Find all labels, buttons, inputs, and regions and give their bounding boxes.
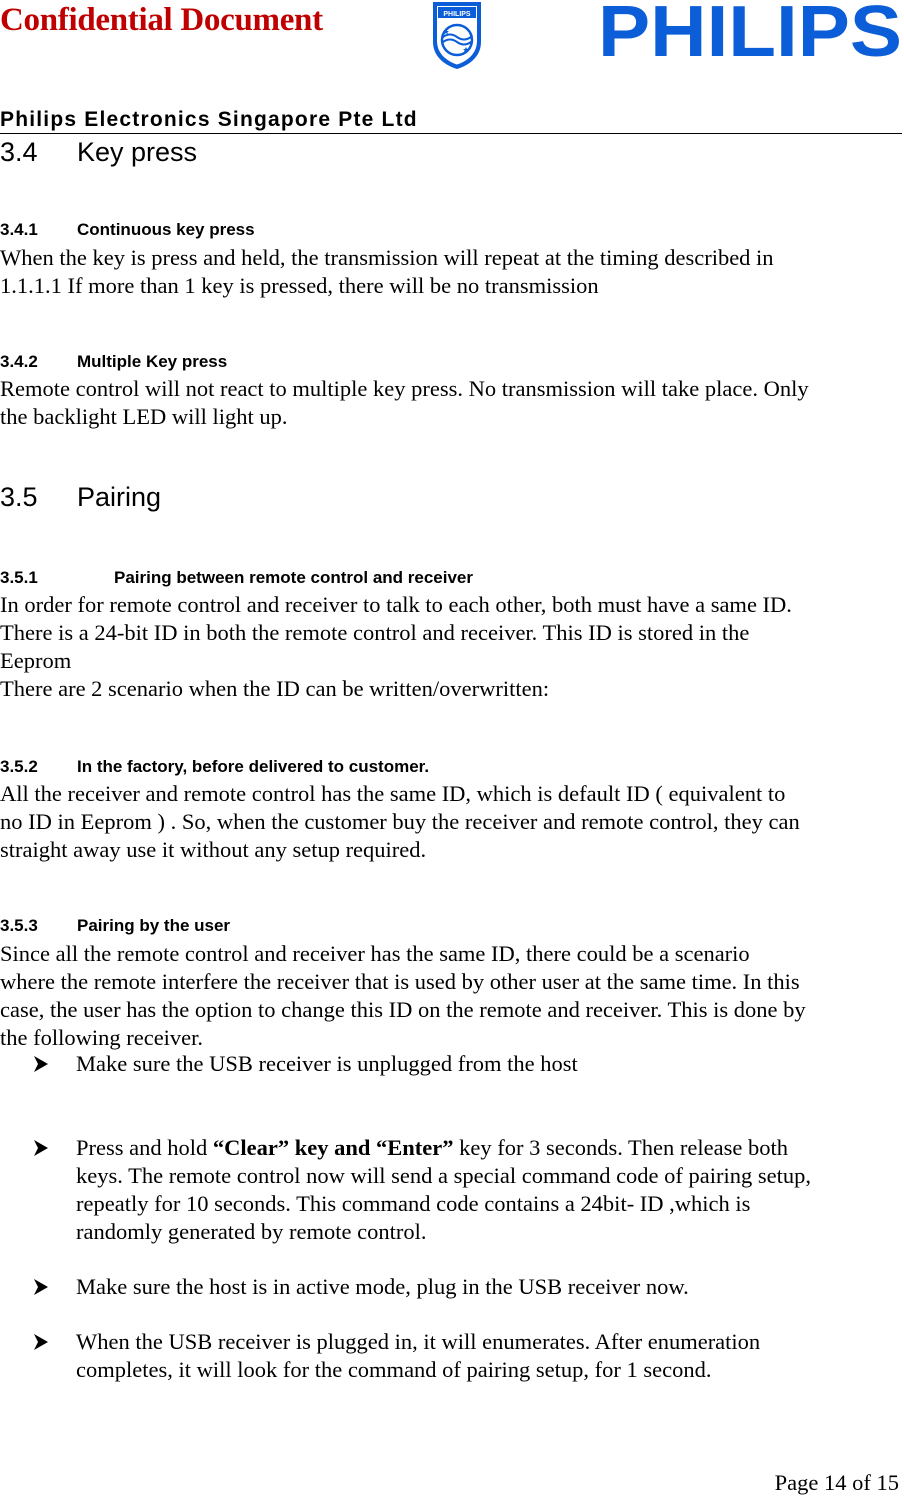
- confidential-label: Confidential Document: [0, 2, 323, 38]
- heading-3-5: 3.5 Pairing: [0, 482, 162, 512]
- philips-shield-logo: [431, 0, 483, 70]
- heading-3-5-2: 3.5.2 In the factory, before delivered to customer.: [0, 757, 430, 776]
- paragraph-continuous-key-press: When the key is press and held, the transmission will repeat at the timing described in 1.1.1.1 If more than 1 key is pressed, there will be no transmission: [0, 245, 774, 298]
- company-name: Philips Electronics Singapore Pte Ltd: [0, 108, 418, 131]
- paragraph-multiple-key-press: Remote control will not react to multiple key press. No transmission will take place. Only the backlight LED will light up.: [0, 376, 809, 429]
- paragraph-pairing-between: In order for remote control and receiver to talk to each other, both must have a same ID. There is a 24-bit ID in both the remote control and receiver. This ID is stored in the Eeprom There are 2 scenario when the ID can be written/overwritten:: [0, 592, 792, 701]
- header-rule: [0, 133, 902, 134]
- heading-3-4-1: 3.4.1 Continuous key press: [0, 220, 255, 239]
- paragraph-pairing-by-user: Since all the remote control and receiver has the same ID, there could be a scenario where the remote interfere the receiver that is used by other user at the same time. In this case, the user has the option to change this ID on the remote and receiver. This is done by the following receiver.: [0, 941, 806, 1050]
- shield-text: PHILIPS: [443, 11, 471, 18]
- heading-3-5-3: 3.5.3 Pairing by the user: [0, 916, 231, 935]
- heading-3-5-1: 3.5.1 Pairing between remote control and receiver: [0, 568, 474, 587]
- arrow-bullet-icon: [31, 1273, 51, 1301]
- wordmark-text: PHILIPS: [598, 0, 902, 62]
- arrow-bullet-icon: [31, 1050, 51, 1078]
- arrow-bullet-icon: [31, 1328, 51, 1356]
- heading-3-4-2: 3.4.2 Multiple Key press: [0, 352, 228, 371]
- philips-wordmark-logo: [597, 0, 903, 62]
- heading-3-4: 3.4 Key press: [0, 137, 198, 167]
- paragraph-in-factory: All the receiver and remote control has the same ID, which is default ID ( equivalent to no ID in Eeprom ) . So, when the customer buy the receiver and remote control, they can straight away use it without any setup required.: [0, 781, 800, 862]
- page-number: Page 14 of 15: [774, 1470, 899, 1495]
- arrow-bullet-icon: [31, 1134, 51, 1162]
